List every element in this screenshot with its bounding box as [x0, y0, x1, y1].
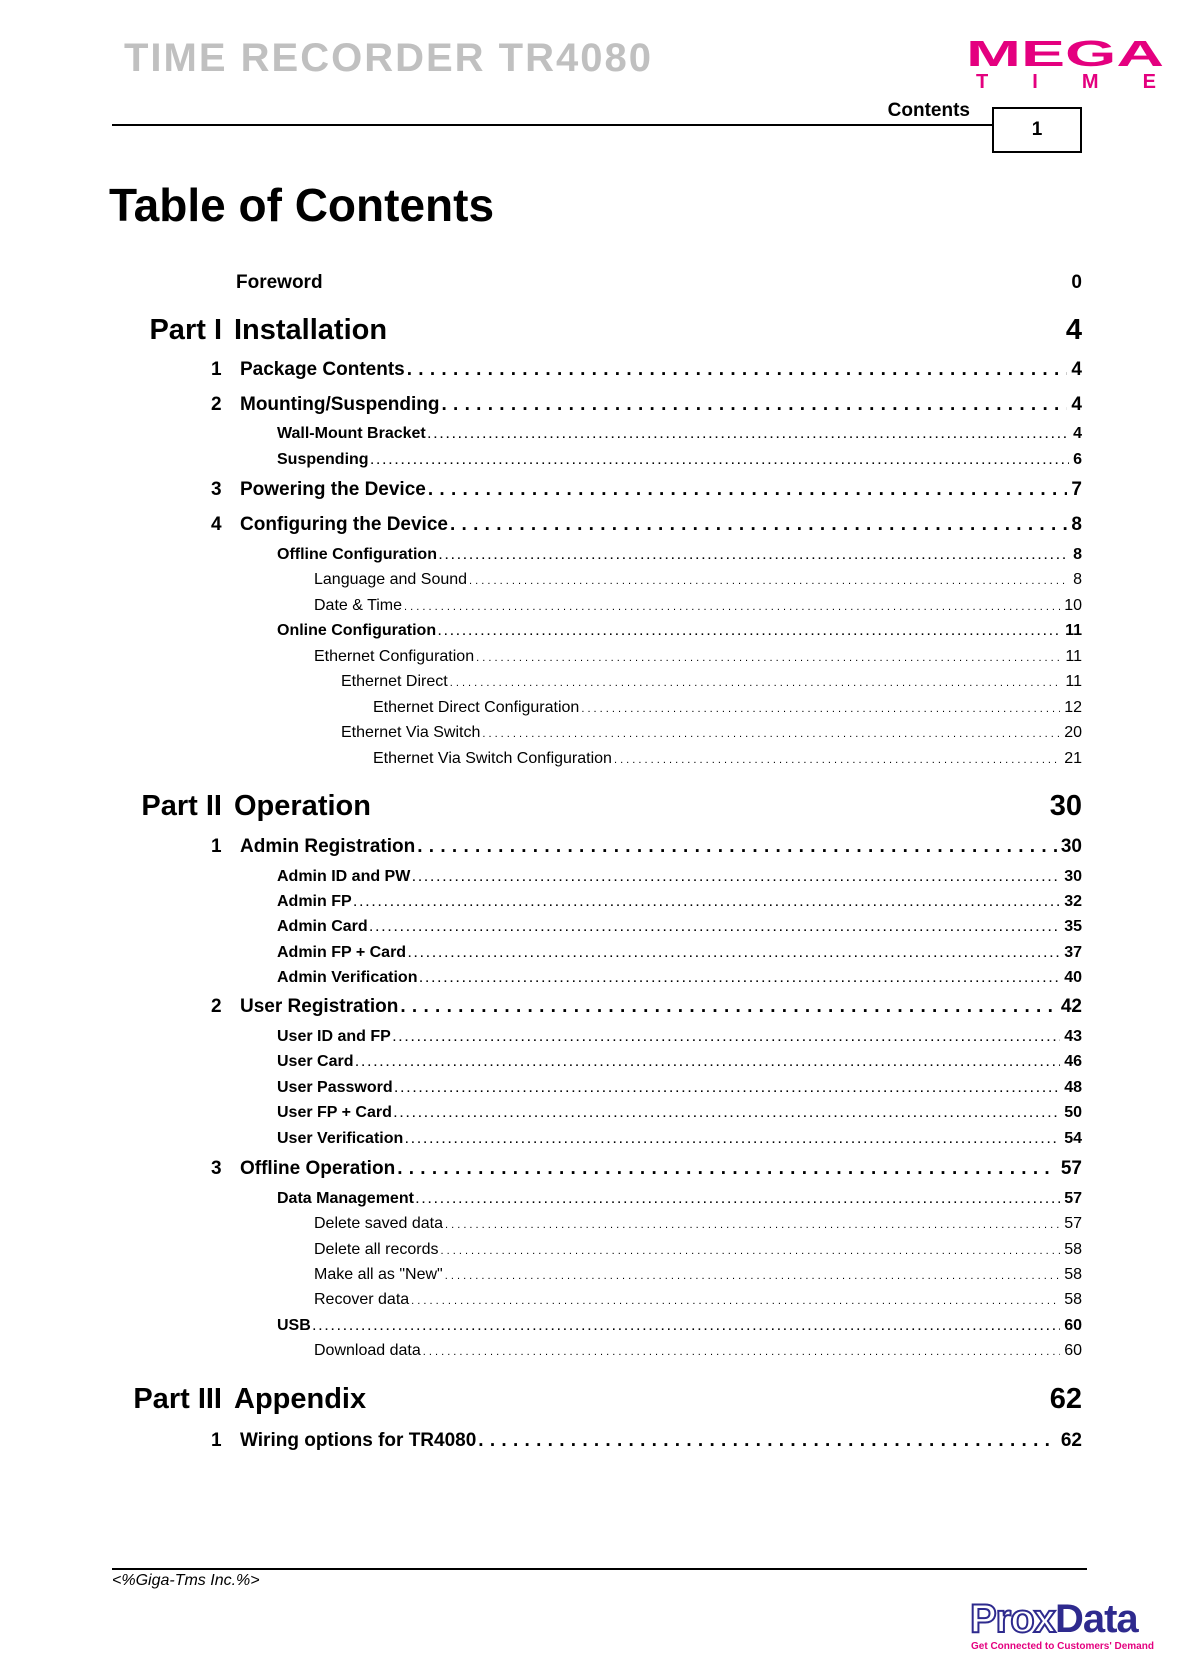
toc-entry-title: Admin FP [277, 893, 352, 910]
toc-entry-title: Admin Registration [240, 836, 416, 857]
toc-entry-number: 4 [211, 514, 222, 535]
toc-dot-leader [445, 1219, 1060, 1231]
toc-dot-leader [404, 601, 1060, 613]
toc-page-number: 62 [1049, 1383, 1082, 1415]
toc-entry-number: Part II [141, 790, 222, 822]
toc-page-number: 6 [1073, 451, 1082, 468]
toc-part-row[interactable] [234, 1383, 1082, 1416]
toc-page-number: 57 [1064, 1215, 1082, 1232]
toc-page-number: 4 [1065, 314, 1082, 346]
toc-page-number: 30 [1064, 868, 1082, 885]
toc-entry-row[interactable] [277, 451, 1082, 469]
document-title: TIME RECORDER TR4080 [124, 36, 653, 80]
toc-entry-title: Delete all records [314, 1241, 439, 1258]
toc-entry-title: Download data [314, 1342, 421, 1359]
toc-page-number: 48 [1064, 1079, 1082, 1096]
toc-entry-row[interactable] [314, 571, 1082, 589]
toc-dot-leader [412, 872, 1060, 884]
toc-entry-title: Date & Time [314, 597, 403, 614]
toc-page-number: 40 [1064, 969, 1082, 986]
toc-entry-title: Online Configuration [277, 622, 437, 639]
toc-dot-leader [405, 1134, 1060, 1146]
toc-entry-row[interactable] [341, 673, 1082, 691]
toc-entry-number: 1 [211, 359, 222, 380]
toc-entry-row[interactable] [240, 479, 1082, 501]
toc-entry-title: Offline Configuration [277, 546, 437, 563]
toc-dot-leader [450, 514, 1067, 536]
toc-dot-leader [400, 996, 1056, 1018]
toc-page-number: 20 [1064, 724, 1082, 741]
toc-dot-leader [441, 1245, 1061, 1257]
proxdata-tagline: Get Connected to Customers' Demand [971, 1641, 1154, 1652]
toc-page-number: 11 [1065, 622, 1082, 639]
toc-entry-number: 2 [211, 394, 222, 415]
toc-entry-row[interactable] [277, 1053, 1082, 1071]
toc-page-number: 57 [1060, 1158, 1082, 1179]
toc-page-number: 8 [1071, 514, 1082, 535]
toc-page-number: 35 [1064, 918, 1082, 935]
proxdata-wordmark [970, 1597, 1138, 1642]
toc-dot-leader [395, 1083, 1061, 1095]
toc-entry-row[interactable] [277, 425, 1082, 443]
toc-entry-row[interactable] [314, 1215, 1082, 1233]
toc-dot-leader [581, 703, 1060, 715]
toc-dot-leader [355, 1057, 1060, 1069]
footer-text: <%Giga-Tms Inc.%> [112, 1572, 260, 1589]
toc-entry-title: Package Contents [240, 359, 405, 380]
toc-page-number: 4 [1071, 394, 1082, 415]
toc-page-number: 62 [1060, 1430, 1082, 1451]
toc-entry-row[interactable] [240, 359, 1082, 381]
toc-part-row[interactable] [234, 790, 1082, 823]
toc-entry-row[interactable] [236, 272, 1082, 294]
toc-entry-title: Foreword [236, 272, 323, 293]
toc-entry-title: Make all as "New" [314, 1266, 443, 1283]
toc-dot-leader [450, 677, 1062, 689]
toc-entry-row[interactable] [240, 394, 1082, 416]
toc-entry-title: Ethernet Direct [341, 673, 448, 690]
toc-dot-leader [438, 626, 1061, 638]
toc-page-number: 58 [1064, 1241, 1082, 1258]
toc-entry-title: Ethernet Via Switch Configuration [373, 750, 612, 767]
toc-page-number: 0 [1071, 272, 1082, 293]
toc-entry-row[interactable] [277, 1079, 1082, 1097]
toc-page-number: 8 [1073, 571, 1082, 588]
toc-entry-title: User Registration [240, 996, 399, 1017]
toc-dot-leader [419, 973, 1060, 985]
logo-time-text: TIME [976, 71, 1156, 93]
toc-entry-title: Delete saved data [314, 1215, 443, 1232]
toc-page-number: 4 [1071, 359, 1082, 380]
toc-dot-leader [614, 754, 1060, 766]
toc-dot-leader [354, 897, 1061, 909]
toc-dot-leader [408, 948, 1060, 960]
toc-entry-number: 3 [211, 1158, 222, 1179]
proxdata-data: Data [1054, 1597, 1138, 1641]
toc-page-number: 60 [1064, 1317, 1082, 1334]
footer-rule [112, 1568, 1087, 1570]
toc-entry-title: Recover data [314, 1291, 410, 1308]
toc-page-number: 30 [1049, 790, 1082, 822]
toc-dot-leader [476, 652, 1061, 664]
toc-dot-leader [416, 1194, 1060, 1206]
toc-page-number: 10 [1064, 597, 1082, 614]
toc-entry-row[interactable] [240, 1430, 1082, 1452]
toc-entry-title: Mounting/Suspending [240, 394, 440, 415]
toc-entry-title: Appendix [234, 1383, 367, 1415]
toc-dot-leader [397, 1158, 1057, 1180]
toc-entry-row[interactable] [277, 893, 1082, 911]
proxdata-logo [970, 1597, 1170, 1657]
toc-dot-leader [407, 359, 1068, 381]
toc-entry-title: User Verification [277, 1130, 404, 1147]
toc-page-number: 7 [1071, 479, 1082, 500]
toc-entry-title: User Password [277, 1079, 393, 1096]
toc-entry-title: Installation [234, 314, 388, 346]
toc-dot-leader [469, 575, 1069, 587]
toc-entry-number: 2 [211, 996, 222, 1017]
toc-page-number: 50 [1064, 1104, 1082, 1121]
toc-entry-title: Ethernet Configuration [314, 648, 475, 665]
toc-entry-row[interactable] [277, 1317, 1082, 1335]
toc-entry-row[interactable] [240, 996, 1082, 1018]
toc-dot-leader [439, 550, 1069, 562]
toc-entry-row[interactable] [277, 546, 1082, 564]
toc-page-number: 60 [1064, 1342, 1082, 1359]
toc-entry-title: USB [277, 1317, 311, 1334]
toc-dot-leader [441, 394, 1067, 416]
toc-entry-row[interactable] [277, 868, 1082, 886]
toc-page-number: 8 [1073, 546, 1082, 563]
toc-entry-number: 1 [211, 836, 222, 857]
toc-dot-leader [428, 429, 1069, 441]
toc-page-number: 21 [1064, 750, 1082, 767]
toc-page-number: 46 [1064, 1053, 1082, 1070]
toc-dot-leader [423, 1346, 1060, 1358]
toc-entry-row[interactable] [277, 918, 1082, 936]
toc-entry-title: Admin FP + Card [277, 944, 407, 961]
toc-entry-title: Admin Card [277, 918, 368, 935]
toc-entry-row[interactable] [314, 1291, 1082, 1309]
toc-entry-row[interactable] [314, 1342, 1082, 1360]
logo-mega-text: MEGA [966, 36, 1165, 74]
toc-entry-row[interactable] [277, 1104, 1082, 1122]
page-number: 1 [1031, 119, 1043, 140]
toc-entry-row[interactable] [341, 724, 1082, 742]
toc-dot-leader [417, 836, 1057, 858]
toc-page-number: 42 [1060, 996, 1082, 1017]
running-head: Contents [887, 100, 970, 121]
toc-page-number: 43 [1064, 1028, 1082, 1045]
toc-entry-row[interactable] [277, 1028, 1082, 1046]
toc-entry-title: Wall-Mount Bracket [277, 425, 426, 442]
toc-entry-title: User ID and FP [277, 1028, 391, 1045]
toc-dot-leader [370, 922, 1061, 934]
toc-entry-number: 1 [211, 1430, 222, 1451]
toc-page-number: 54 [1064, 1130, 1082, 1147]
toc-entry-title: User FP + Card [277, 1104, 392, 1121]
toc-entry-row[interactable] [277, 944, 1082, 962]
toc-page-number: 11 [1065, 673, 1082, 690]
toc-page-number: 58 [1064, 1291, 1082, 1308]
toc-entry-title: Powering the Device [240, 479, 426, 500]
toc-entry-title: Admin Verification [277, 969, 418, 986]
toc-entry-title: Operation [234, 790, 371, 822]
toc-page-number: 57 [1064, 1190, 1082, 1207]
toc-entry-title: Admin ID and PW [277, 868, 411, 885]
toc-entry-title: Offline Operation [240, 1158, 396, 1179]
toc-entry-row[interactable] [314, 1241, 1082, 1259]
proxdata-prox: Prox [970, 1597, 1055, 1641]
toc-dot-leader [313, 1321, 1060, 1333]
toc-page-number: 32 [1064, 893, 1082, 910]
toc-entry-row[interactable] [277, 1130, 1082, 1148]
toc-entry-title: Suspending [277, 451, 369, 468]
toc-page-number: 30 [1060, 836, 1082, 857]
toc-entry-row[interactable] [277, 1190, 1082, 1208]
toc-entry-number: 3 [211, 479, 222, 500]
toc-entry-title: Data Management [277, 1190, 414, 1207]
toc-dot-leader [411, 1295, 1060, 1307]
toc-entry-row[interactable] [314, 1266, 1082, 1284]
toc-entry-row[interactable] [314, 648, 1082, 666]
toc-entry-number: Part III [133, 1383, 222, 1415]
toc-entry-title: Ethernet Direct Configuration [373, 699, 580, 716]
toc-entry-number: Part I [149, 314, 222, 346]
toc-dot-leader [428, 479, 1068, 501]
toc-part-row[interactable] [234, 314, 1082, 347]
toc-entry-title: Language and Sound [314, 571, 468, 588]
toc-entry-row[interactable] [240, 836, 1082, 858]
toc-dot-leader [371, 455, 1070, 467]
toc-entry-title: Configuring the Device [240, 514, 448, 535]
toc-page-number: 4 [1073, 425, 1082, 442]
toc-dot-leader [394, 1108, 1060, 1120]
toc-dot-leader [445, 1270, 1060, 1282]
toc-page-number: 12 [1064, 699, 1082, 716]
toc-entry-title: Wiring options for TR4080 [240, 1430, 477, 1451]
toc-page-number: 58 [1064, 1266, 1082, 1283]
toc-entry-title: Ethernet Via Switch [341, 724, 481, 741]
toc-entry-row[interactable] [277, 622, 1082, 640]
toc-entry-row[interactable] [373, 699, 1082, 717]
toc-page-number: 37 [1064, 944, 1082, 961]
toc-entry-row[interactable] [240, 514, 1082, 536]
toc-page-number: 11 [1065, 648, 1082, 665]
toc-entry-title: User Card [277, 1053, 354, 1070]
toc-entry-row[interactable] [314, 597, 1082, 615]
toc-entry-row[interactable] [277, 969, 1082, 987]
toc-dot-leader [393, 1032, 1060, 1044]
toc-dot-leader [482, 728, 1060, 740]
toc-entry-row[interactable] [240, 1158, 1082, 1180]
toc-entry-row[interactable] [373, 750, 1082, 768]
toc-dot-leader [478, 1430, 1057, 1452]
toc-title: Table of Contents [109, 179, 495, 231]
